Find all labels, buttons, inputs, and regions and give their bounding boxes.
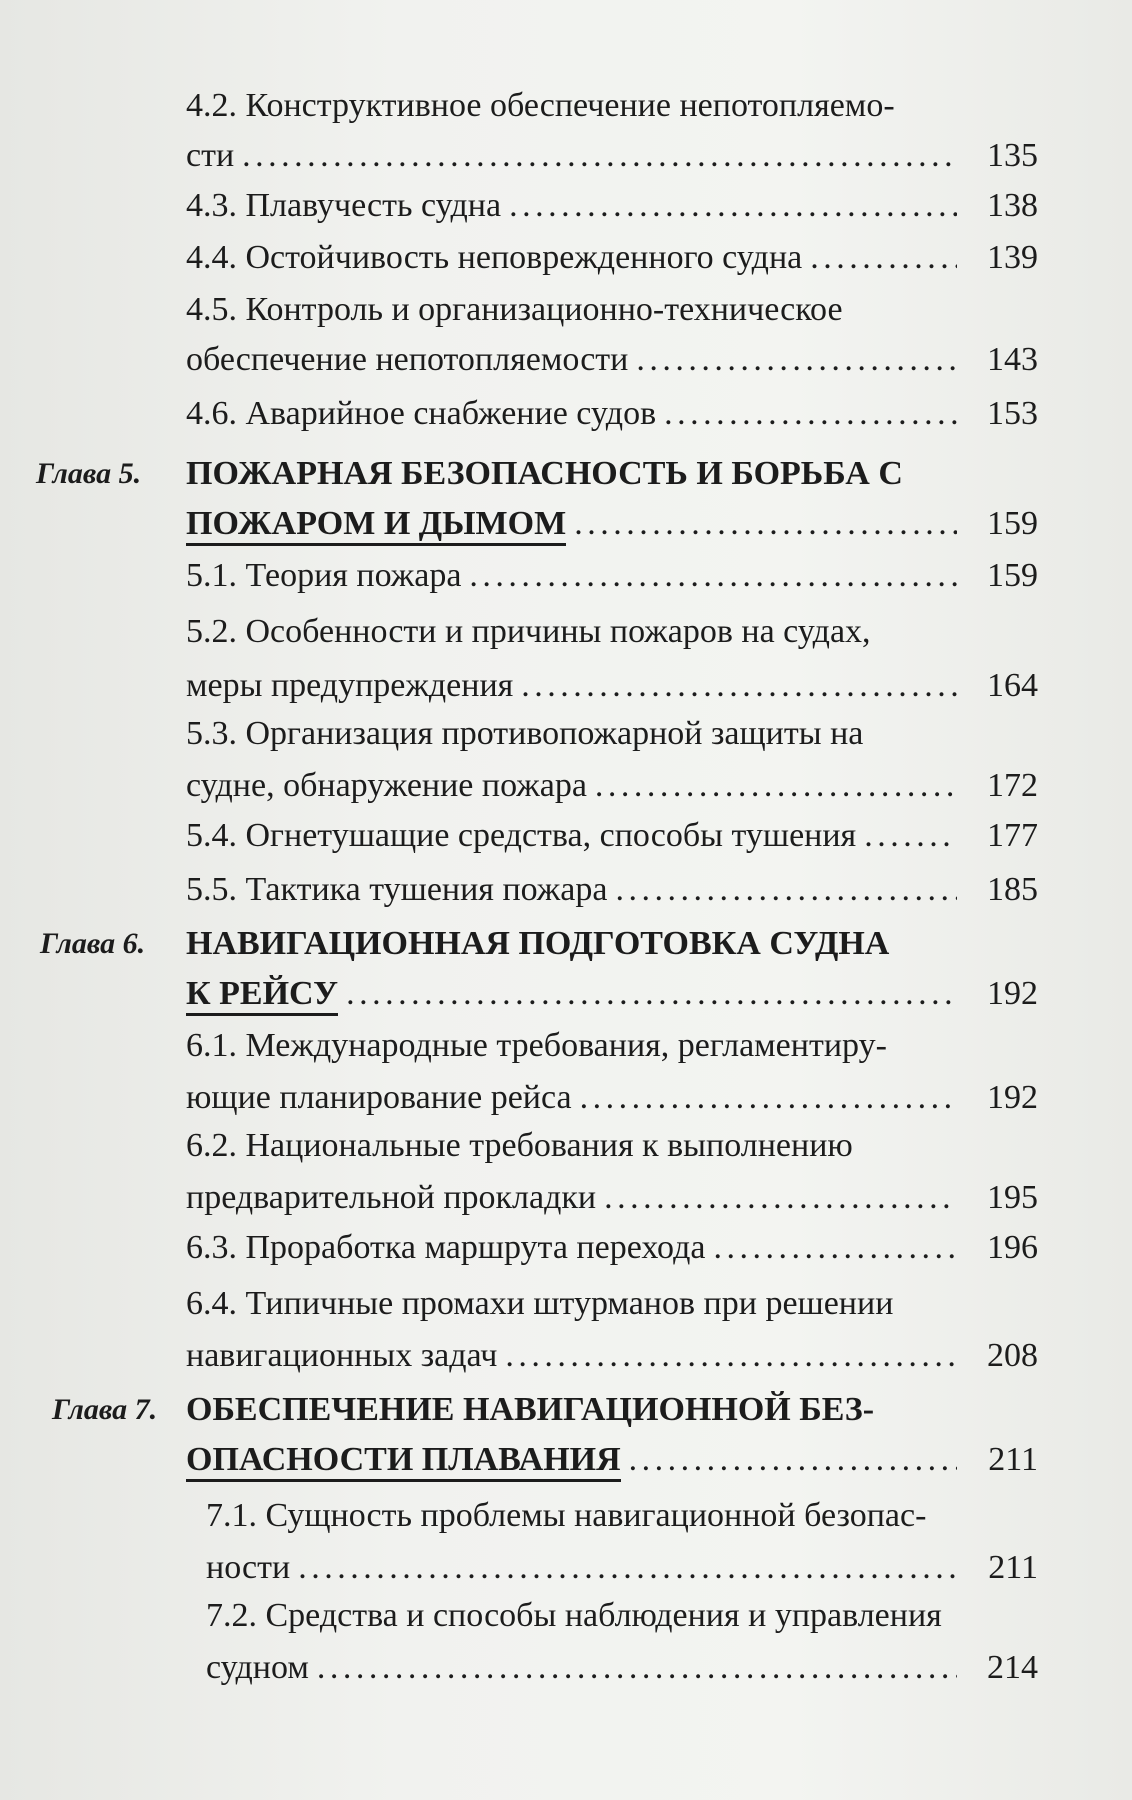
chapter-underline xyxy=(186,1479,621,1482)
leader-dots xyxy=(469,548,957,604)
toc-entry-title: 4.6. Аварийное снабжение судов xyxy=(186,395,657,432)
toc-entry-row xyxy=(0,1640,1132,1696)
toc-entry-row xyxy=(0,604,1132,660)
toc-entry-row xyxy=(0,78,1132,134)
toc-entry-title: 4.3. Плавучесть судна xyxy=(186,187,502,224)
toc-entry-row xyxy=(0,1328,1132,1384)
page-number: 211 xyxy=(988,1549,1038,1586)
chapter-row xyxy=(0,1382,1132,1438)
page-number: 164 xyxy=(987,667,1038,704)
toc-entry-title: навигационных задач xyxy=(186,1337,498,1374)
toc-entry-title: ющие планирование рейса xyxy=(186,1079,572,1116)
toc-entry-row xyxy=(0,758,1132,814)
toc-entry-row xyxy=(0,1488,1132,1544)
page-number: 172 xyxy=(987,767,1038,804)
toc-entry-title: 5.5. Тактика тушения пожара xyxy=(186,871,608,908)
page-number: 143 xyxy=(987,341,1038,378)
leader-dots xyxy=(636,332,957,388)
toc-entry-row xyxy=(0,548,1132,604)
leader-dots xyxy=(629,1432,957,1488)
page-number: 192 xyxy=(987,975,1038,1012)
toc-entry-row xyxy=(0,706,1132,762)
page-number: 153 xyxy=(987,395,1038,432)
leader-dots xyxy=(505,1328,957,1384)
chapter-label: Глава 7. xyxy=(52,1393,158,1426)
chapter-row xyxy=(0,966,1132,1022)
leader-dots xyxy=(317,1640,957,1696)
page-number: 159 xyxy=(987,557,1038,594)
toc-entry-title: 6.2. Национальные требования к выполнению xyxy=(186,1127,853,1164)
page-number: 135 xyxy=(987,137,1038,174)
leader-dots xyxy=(509,178,957,234)
toc-entry-title: обеспечение непотопляемости xyxy=(186,341,629,378)
page-number: 208 xyxy=(987,1337,1038,1374)
chapter-title: К РЕЙСУ xyxy=(186,975,339,1012)
page-number: 196 xyxy=(987,1229,1038,1266)
toc-entry-row xyxy=(0,808,1132,864)
toc-entry-row xyxy=(0,1588,1132,1644)
toc-entry-row xyxy=(0,862,1132,918)
page-number: 214 xyxy=(987,1649,1038,1686)
page-number: 195 xyxy=(987,1179,1038,1216)
chapter-label: Глава 6. xyxy=(40,927,146,960)
leader-dots xyxy=(713,1220,957,1276)
chapter-title: ОПАСНОСТИ ПЛАВАНИЯ xyxy=(186,1441,621,1478)
chapter-title: НАВИГАЦИОННАЯ ПОДГОТОВКА СУДНА xyxy=(186,925,890,962)
toc-entry-row xyxy=(0,1018,1132,1074)
toc-entry-row xyxy=(0,178,1132,234)
page-number: 159 xyxy=(987,505,1038,542)
toc-entry-title: ности xyxy=(206,1549,291,1586)
chapter-title: ПОЖАРОМ И ДЫМОМ xyxy=(186,505,567,542)
toc-entry-row xyxy=(0,1170,1132,1226)
toc-entry-title: предварительной прокладки xyxy=(186,1179,597,1216)
toc-entry-title: 6.3. Проработка маршрута перехода xyxy=(186,1229,706,1266)
leader-dots xyxy=(595,758,957,814)
toc-entry-title: 7.1. Сущность проблемы навигационной безопас- xyxy=(206,1497,927,1534)
toc-entry-title: судне, обнаружение пожара xyxy=(186,767,587,804)
toc-entry-title: 5.1. Теория пожара xyxy=(186,557,462,594)
toc-entry-row xyxy=(0,282,1132,338)
toc-entry-row xyxy=(0,1220,1132,1276)
toc-entry-title: 5.3. Организация противопожарной защиты на xyxy=(186,715,864,752)
chapter-row xyxy=(0,1432,1132,1488)
toc-entry-title: 4.4. Остойчивость неповрежденного судна xyxy=(186,239,803,276)
toc-entry-title: 4.2. Конструктивное обеспечение непотопляемо- xyxy=(186,87,895,124)
toc-entry-title: 7.2. Средства и способы наблюдения и управления xyxy=(206,1597,942,1634)
toc-entry-row xyxy=(0,1118,1132,1174)
page-number: 139 xyxy=(987,239,1038,276)
page-number: 211 xyxy=(988,1441,1038,1478)
chapter-title: ОБЕСПЕЧЕНИЕ НАВИГАЦИОННОЙ БЕЗ- xyxy=(186,1391,875,1428)
page-number: 185 xyxy=(987,871,1038,908)
toc-entry-title: меры предупреждения xyxy=(186,667,514,704)
toc-entry-title: 5.2. Особенности и причины пожаров на судах, xyxy=(186,613,871,650)
toc-entry-row xyxy=(0,1276,1132,1332)
leader-dots xyxy=(664,386,957,442)
toc-entry-title: сти xyxy=(186,137,235,174)
page-number: 138 xyxy=(987,187,1038,224)
leader-dots xyxy=(604,1170,957,1226)
toc-entry-title: 6.1. Международные требования, регламентиру- xyxy=(186,1027,887,1064)
toc-entry-row xyxy=(0,230,1132,286)
leader-dots xyxy=(810,230,957,286)
toc-entry-row xyxy=(0,386,1132,442)
leader-dots xyxy=(864,808,957,864)
page-number: 177 xyxy=(987,817,1038,854)
chapter-underline xyxy=(186,543,566,546)
chapter-row xyxy=(0,446,1132,502)
chapter-title: ПОЖАРНАЯ БЕЗОПАСНОСТЬ И БОРЬБА С xyxy=(186,455,903,492)
toc-entry-row xyxy=(0,332,1132,388)
toc-entry-title: 6.4. Типичные промахи штурманов при решении xyxy=(186,1285,894,1322)
toc-entry-title: судном xyxy=(206,1649,309,1686)
page-number: 192 xyxy=(987,1079,1038,1116)
toc-entry-title: 5.4. Огнетушащие средства, способы тушения xyxy=(186,817,857,854)
leader-dots xyxy=(242,128,957,184)
leader-dots xyxy=(615,862,957,918)
toc-entry-row xyxy=(0,128,1132,184)
chapter-underline xyxy=(186,1013,338,1016)
chapter-row xyxy=(0,916,1132,972)
leader-dots xyxy=(346,966,957,1022)
chapter-label: Глава 5. xyxy=(36,457,142,490)
chapter-row xyxy=(0,496,1132,552)
toc-entry-title: 4.5. Контроль и организационно-техническое xyxy=(186,291,843,328)
leader-dots xyxy=(574,496,957,552)
